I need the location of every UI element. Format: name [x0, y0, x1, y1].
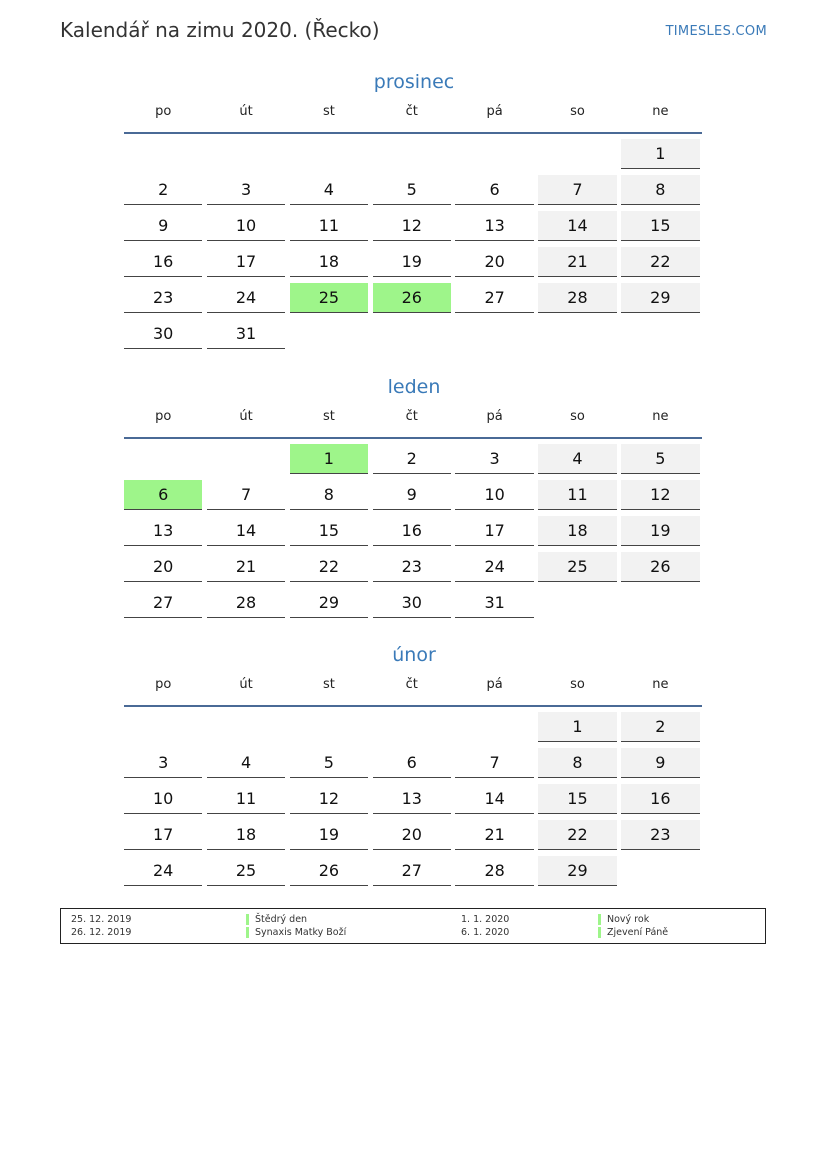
week-row: [124, 712, 704, 743]
day-cell: 13: [373, 784, 451, 814]
week-row: [124, 748, 704, 779]
day-cell: 6: [373, 748, 451, 778]
day-cell: 10: [124, 784, 202, 814]
day-cell: 5: [373, 175, 451, 205]
day-cell: 17: [124, 820, 202, 850]
empty-day-cell: [621, 588, 699, 618]
day-cell: 28: [538, 283, 616, 313]
weeks-grid: [124, 444, 704, 619]
day-cell: 26: [290, 856, 368, 886]
day-cell: 27: [124, 588, 202, 618]
day-cell: 20: [455, 247, 533, 277]
weekday-header: [124, 409, 704, 431]
day-cell: 27: [373, 856, 451, 886]
day-cell: 20: [373, 820, 451, 850]
empty-day-cell: [290, 319, 368, 349]
day-cell: 16: [373, 516, 451, 546]
day-cell: 25: [538, 552, 616, 582]
weekday-label: po: [155, 104, 172, 119]
week-row: [124, 247, 704, 278]
weekday-label: čt: [405, 409, 418, 424]
weekday-label: ne: [652, 677, 669, 692]
month-name: únor: [392, 644, 436, 666]
weekday-label: st: [322, 677, 335, 692]
day-cell: 6: [455, 175, 533, 205]
holiday-name: Synaxis Matky Boží: [246, 927, 346, 938]
month-name: prosinec: [373, 71, 455, 93]
day-cell: 10: [207, 211, 285, 241]
day-cell: 22: [621, 247, 699, 277]
weeks-grid: [124, 712, 704, 887]
day-cell: 20: [124, 552, 202, 582]
brand-link[interactable]: TIMESLES.COM: [665, 24, 767, 39]
weekday-label: pá: [486, 409, 503, 424]
day-cell: 29: [290, 588, 368, 618]
day-cell: 4: [538, 444, 616, 474]
page-title: Kalendář na zimu 2020. (Řecko): [60, 18, 380, 42]
day-cell: 23: [124, 283, 202, 313]
day-cell: 13: [455, 211, 533, 241]
holiday-day-cell: 6: [124, 480, 202, 510]
weekday-label: út: [239, 104, 253, 119]
holiday-date: 25. 12. 2019: [71, 914, 132, 925]
header-rule: [124, 705, 702, 707]
holiday-date: 26. 12. 2019: [71, 927, 132, 938]
day-cell: 1: [621, 139, 699, 169]
empty-day-cell: [538, 319, 616, 349]
day-cell: 3: [124, 748, 202, 778]
week-row: [124, 211, 704, 242]
day-cell: 5: [621, 444, 699, 474]
day-cell: 11: [207, 784, 285, 814]
empty-day-cell: [373, 319, 451, 349]
day-cell: 21: [455, 820, 533, 850]
header-rule: [124, 437, 702, 439]
day-cell: 9: [373, 480, 451, 510]
week-row: [124, 820, 704, 851]
day-cell: 15: [538, 784, 616, 814]
week-row: [124, 588, 704, 619]
empty-day-cell: [124, 444, 202, 474]
day-cell: 17: [455, 516, 533, 546]
weekday-label: čt: [405, 104, 418, 119]
day-cell: 19: [373, 247, 451, 277]
holiday-name: Štědrý den: [246, 914, 307, 925]
month-calendar-prosinec: [124, 68, 704, 355]
day-cell: 1: [538, 712, 616, 742]
day-cell: 3: [455, 444, 533, 474]
day-cell: 9: [621, 748, 699, 778]
weekday-label: út: [239, 409, 253, 424]
day-cell: 4: [207, 748, 285, 778]
day-cell: 27: [455, 283, 533, 313]
day-cell: 28: [455, 856, 533, 886]
weekday-label: čt: [405, 677, 418, 692]
day-cell: 9: [124, 211, 202, 241]
day-cell: 8: [538, 748, 616, 778]
day-cell: 2: [621, 712, 699, 742]
weekday-label: st: [322, 104, 335, 119]
day-cell: 13: [124, 516, 202, 546]
empty-day-cell: [124, 712, 202, 742]
holiday-day-cell: 1: [290, 444, 368, 474]
empty-day-cell: [290, 712, 368, 742]
month-calendar-unor: [124, 641, 704, 892]
day-cell: 18: [207, 820, 285, 850]
empty-day-cell: [455, 139, 533, 169]
day-cell: 30: [373, 588, 451, 618]
weekday-label: po: [155, 677, 172, 692]
weekday-header: [124, 677, 704, 699]
holiday-day-cell: 26: [373, 283, 451, 313]
weekday-header: [124, 104, 704, 126]
week-row: [124, 480, 704, 511]
day-cell: 28: [207, 588, 285, 618]
day-cell: 21: [538, 247, 616, 277]
holiday-legend: [60, 908, 766, 944]
month-name: leden: [387, 376, 441, 398]
empty-day-cell: [455, 319, 533, 349]
empty-day-cell: [373, 712, 451, 742]
day-cell: 12: [290, 784, 368, 814]
day-cell: 4: [290, 175, 368, 205]
day-cell: 24: [207, 283, 285, 313]
week-row: [124, 516, 704, 547]
day-cell: 15: [621, 211, 699, 241]
day-cell: 16: [124, 247, 202, 277]
day-cell: 19: [621, 516, 699, 546]
day-cell: 18: [538, 516, 616, 546]
week-row: [124, 139, 704, 170]
weekday-label: so: [570, 677, 585, 692]
week-row: [124, 175, 704, 206]
day-cell: 16: [621, 784, 699, 814]
legend-row: [61, 927, 765, 940]
header-rule: [124, 132, 702, 134]
week-row: [124, 856, 704, 887]
holiday-name: Nový rok: [598, 914, 649, 925]
weekday-label: so: [570, 104, 585, 119]
weekday-label: st: [322, 409, 335, 424]
holiday-day-cell: 25: [290, 283, 368, 313]
holiday-date: 1. 1. 2020: [461, 914, 510, 925]
empty-day-cell: [373, 139, 451, 169]
day-cell: 14: [455, 784, 533, 814]
day-cell: 12: [621, 480, 699, 510]
day-cell: 22: [538, 820, 616, 850]
empty-day-cell: [621, 319, 699, 349]
day-cell: 30: [124, 319, 202, 349]
day-cell: 10: [455, 480, 533, 510]
day-cell: 23: [621, 820, 699, 850]
weekday-label: út: [239, 677, 253, 692]
day-cell: 25: [207, 856, 285, 886]
day-cell: 31: [455, 588, 533, 618]
empty-day-cell: [124, 139, 202, 169]
weekday-label: ne: [652, 104, 669, 119]
day-cell: 7: [455, 748, 533, 778]
weeks-grid: [124, 139, 704, 350]
weekday-label: pá: [486, 677, 503, 692]
day-cell: 11: [290, 211, 368, 241]
week-row: [124, 283, 704, 314]
week-row: [124, 784, 704, 815]
empty-day-cell: [538, 139, 616, 169]
day-cell: 31: [207, 319, 285, 349]
weekday-label: po: [155, 409, 172, 424]
day-cell: 14: [207, 516, 285, 546]
week-row: [124, 552, 704, 583]
day-cell: 3: [207, 175, 285, 205]
day-cell: 29: [621, 283, 699, 313]
day-cell: 7: [538, 175, 616, 205]
day-cell: 17: [207, 247, 285, 277]
day-cell: 2: [373, 444, 451, 474]
holiday-name: Zjevení Páně: [598, 927, 668, 938]
day-cell: 15: [290, 516, 368, 546]
day-cell: 21: [207, 552, 285, 582]
empty-day-cell: [207, 139, 285, 169]
day-cell: 24: [124, 856, 202, 886]
day-cell: 11: [538, 480, 616, 510]
legend-row: [61, 914, 765, 927]
day-cell: 5: [290, 748, 368, 778]
week-row: [124, 319, 704, 350]
empty-day-cell: [290, 139, 368, 169]
day-cell: 8: [290, 480, 368, 510]
empty-day-cell: [538, 588, 616, 618]
weekday-label: pá: [486, 104, 503, 119]
month-calendar-leden: [124, 373, 704, 624]
day-cell: 24: [455, 552, 533, 582]
empty-day-cell: [621, 856, 699, 886]
holiday-date: 6. 1. 2020: [461, 927, 510, 938]
empty-day-cell: [207, 444, 285, 474]
day-cell: 29: [538, 856, 616, 886]
week-row: [124, 444, 704, 475]
day-cell: 22: [290, 552, 368, 582]
empty-day-cell: [207, 712, 285, 742]
empty-day-cell: [455, 712, 533, 742]
day-cell: 23: [373, 552, 451, 582]
weekday-label: so: [570, 409, 585, 424]
day-cell: 26: [621, 552, 699, 582]
day-cell: 19: [290, 820, 368, 850]
day-cell: 12: [373, 211, 451, 241]
weekday-label: ne: [652, 409, 669, 424]
day-cell: 14: [538, 211, 616, 241]
day-cell: 7: [207, 480, 285, 510]
day-cell: 2: [124, 175, 202, 205]
day-cell: 18: [290, 247, 368, 277]
day-cell: 8: [621, 175, 699, 205]
